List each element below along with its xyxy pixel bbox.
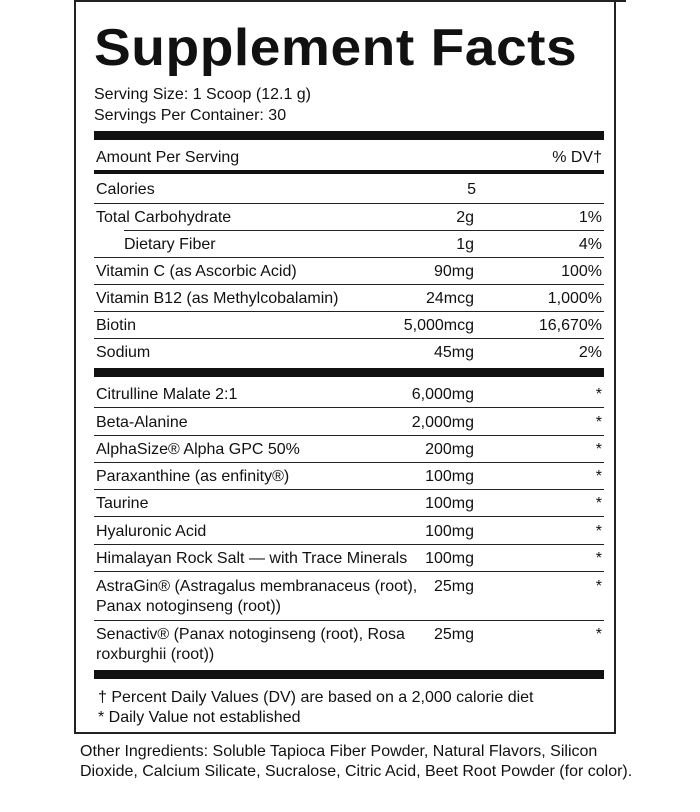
ingredient-dv: *	[595, 441, 602, 458]
ingredient-dv: *	[595, 386, 602, 403]
ingredient-amount: 200mg	[425, 441, 474, 458]
nutrient-name: Dietary Fiber	[124, 236, 216, 253]
medium-divider	[94, 170, 604, 174]
row-divider	[94, 407, 604, 408]
row-divider	[94, 544, 604, 545]
not-established-footnote: * Daily Value not established	[98, 709, 301, 726]
ingredient-row	[94, 625, 604, 667]
nutrient-amount: 5	[467, 181, 476, 198]
nutrient-amount: 1g	[456, 236, 474, 253]
row-divider	[94, 489, 604, 490]
row-divider	[94, 462, 604, 463]
ingredient-name: AlphaSize® Alpha GPC 50%	[96, 441, 300, 458]
nutrient-amount: 2g	[456, 209, 474, 226]
panel-title: Supplement Facts	[94, 19, 578, 77]
nutrient-name: Vitamin C (as Ascorbic Acid)	[96, 263, 297, 280]
ingredient-name: Citrulline Malate 2:1	[96, 386, 238, 403]
nutrient-name: Calories	[96, 181, 155, 198]
row-divider	[94, 284, 604, 285]
ingredient-dv: *	[595, 468, 602, 485]
ingredient-amount: 2,000mg	[411, 414, 474, 431]
ingredient-name: AstraGin® (Astragalus membranaceus (root), Panax notoginseng (root))	[96, 578, 418, 615]
nutrient-dv: 1,000%	[547, 290, 602, 307]
row-divider	[124, 230, 604, 231]
ingredient-name: Taurine	[96, 495, 149, 512]
serving-size: Serving Size: 1 Scoop (12.1 g)	[94, 86, 312, 103]
dv-label: % DV†	[552, 149, 602, 166]
row-divider	[94, 620, 604, 621]
serving-info	[94, 84, 604, 126]
ingredient-amount: 6,000mg	[411, 386, 474, 403]
ingredient-dv: *	[595, 578, 602, 595]
ingredient-name: Senactiv® (Panax notoginseng (root), Rosa roxburghii (root))	[96, 626, 405, 663]
nutrient-amount: 24mcg	[425, 290, 474, 307]
ingredient-name: Himalayan Rock Salt — with Trace Minerals	[96, 550, 408, 567]
nutrient-amount: 45mg	[433, 344, 474, 361]
nutrient-dv: 100%	[561, 263, 602, 280]
thick-divider	[94, 670, 604, 679]
nutrient-name: Total Carbohydrate	[96, 209, 232, 226]
ingredient-dv: *	[595, 495, 602, 512]
thick-divider	[94, 368, 604, 377]
ingredient-amount: 100mg	[425, 523, 474, 540]
ingredient-amount: 100mg	[425, 495, 474, 512]
row-divider	[94, 257, 604, 258]
ingredient-amount: 25mg	[433, 626, 474, 643]
ingredient-amount: 100mg	[425, 550, 474, 567]
ingredient-dv: *	[595, 626, 602, 643]
other-ingredients: Other Ingredients: Soluble Tapioca Fiber Powder, Natural Flavors, Silicon Dioxide, Calcium Silicate, Sucralose, Citric Acid, Beet Root Powder (for color).	[80, 743, 633, 780]
dv-footnote: † Percent Daily Values (DV) are based on a 2,000 calorie diet	[98, 689, 534, 706]
ingredient-amount: 100mg	[425, 468, 474, 485]
ingredient-name: Beta-Alanine	[96, 414, 188, 431]
ingredient-name: Hyaluronic Acid	[96, 523, 207, 540]
nutrient-amount: 90mg	[433, 263, 474, 280]
servings-per-container: Servings Per Container: 30	[94, 107, 287, 124]
ingredient-dv: *	[595, 523, 602, 540]
row-divider	[94, 338, 604, 339]
row-divider	[94, 435, 604, 436]
thick-divider	[94, 131, 604, 140]
nutrient-dv: 16,670%	[538, 317, 602, 334]
ingredient-dv: *	[595, 550, 602, 567]
nutrient-name: Vitamin B12 (as Methylcobalamin)	[96, 290, 339, 307]
nutrient-amount: 5,000mcg	[403, 317, 474, 334]
amount-per-serving-label: Amount Per Serving	[96, 149, 240, 166]
ingredient-dv: *	[595, 414, 602, 431]
row-divider	[94, 571, 604, 572]
row-divider	[94, 311, 604, 312]
nutrient-dv: 2%	[578, 344, 602, 361]
nutrient-dv: 4%	[578, 236, 602, 253]
ingredient-amount: 25mg	[433, 578, 474, 595]
supplement-facts-panel	[74, 0, 616, 734]
ingredient-row	[94, 577, 604, 619]
nutrient-dv: 1%	[578, 209, 602, 226]
ingredient-name: Paraxanthine (as enfinity®)	[96, 468, 290, 485]
row-divider	[94, 203, 604, 204]
nutrient-name: Sodium	[96, 344, 151, 361]
row-divider	[94, 516, 604, 517]
nutrient-name: Biotin	[96, 317, 137, 334]
